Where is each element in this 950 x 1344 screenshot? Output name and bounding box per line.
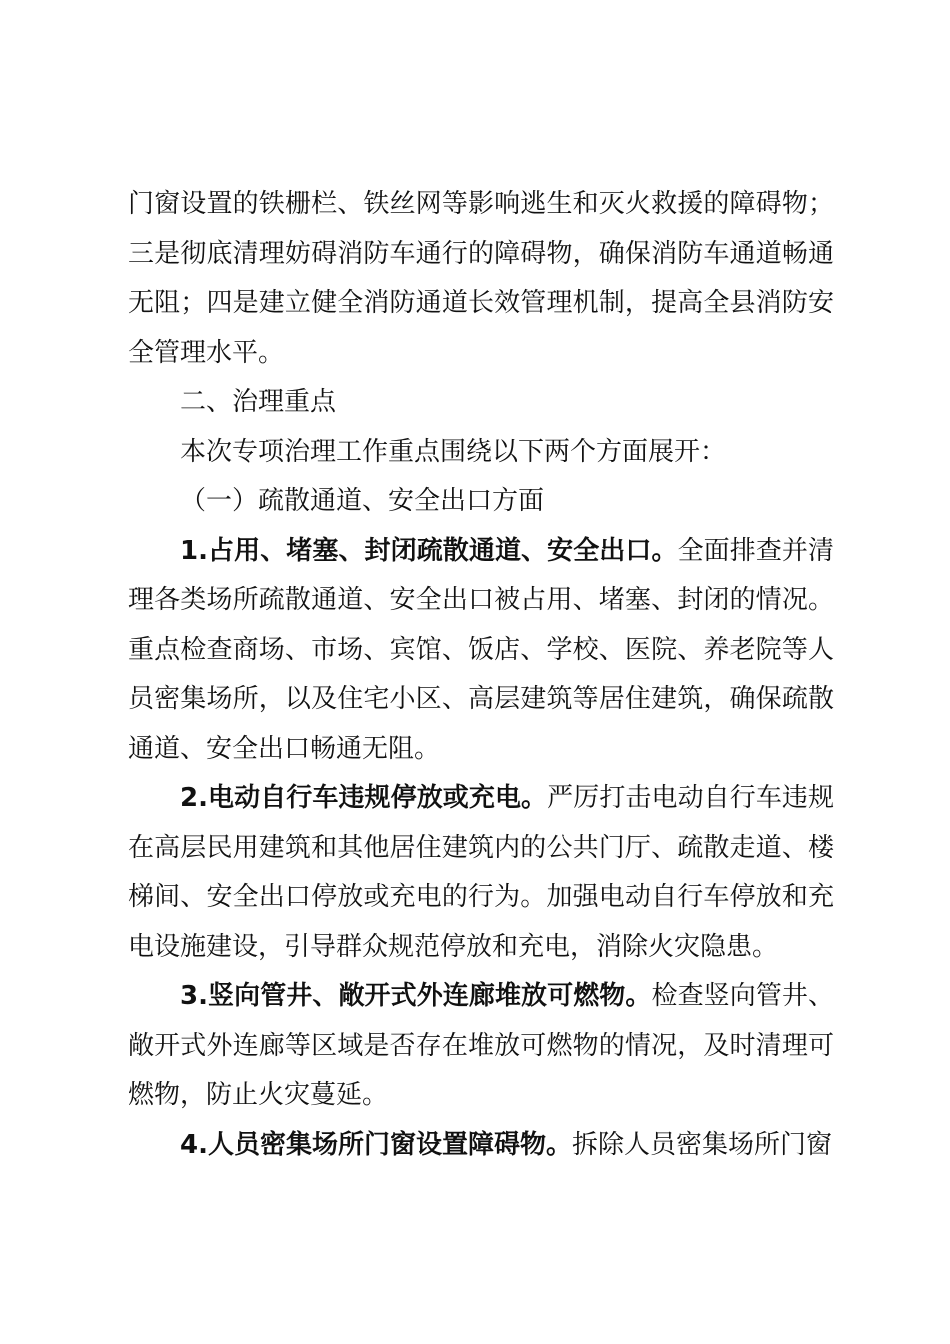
item-heading-3: 3.竖向管井、敞开式外连廊堆放可燃物。 bbox=[180, 981, 652, 1011]
subsection-heading: （一）疏散通道、安全出口方面 bbox=[180, 486, 545, 516]
item-paragraph-1 bbox=[128, 527, 834, 775]
item-body-4: 拆除人员密集场所门窗 bbox=[571, 1129, 832, 1160]
item-heading-2: 2.电动自行车违规停放或充电。 bbox=[180, 783, 548, 813]
item-heading-1: 1.占用、堵塞、封闭疏散通道、安全出口。 bbox=[180, 535, 678, 566]
paragraph-intro: 门窗设置的铁栅栏、铁丝网等影响逃生和灭火救援的障碍物；三是彻底清理妨碍消防车通行的障碍物，确保消防车通道畅通无阻；四是建立健全消防通道长效管理机制，提高全县消防安全管理水平。 bbox=[128, 189, 834, 368]
section-heading: 二、治理重点 bbox=[180, 387, 337, 417]
paragraph-overview: 本次专项治理工作重点围绕以下两个方面展开： bbox=[180, 436, 727, 467]
item-body-3: 检查竖向管井、敞开式外连廊等区域是否存在堆放可燃物的情况，及时清理可燃物，防止火灾蔓延。 bbox=[128, 981, 834, 1110]
document-page bbox=[128, 180, 834, 1170]
item-heading-4: 4.人员密集场所门窗设置障碍物。 bbox=[180, 1129, 572, 1160]
item-paragraph-4 bbox=[128, 1121, 834, 1171]
item-body-2: 严厉打击电动自行车违规在高层民用建筑和其他居住建筑内的公共门厅、疏散走道、楼梯间、安全出口停放或充电的行为。加强电动自行车停放和充电设施建设，引导群众规范停放和充电，消除火灾隐患。 bbox=[128, 783, 834, 962]
item-paragraph-3 bbox=[128, 972, 834, 1121]
item-paragraph-2 bbox=[128, 774, 834, 972]
item-body-1: 全面排查并清理各类场所疏散通道、安全出口被占用、堵塞、封闭的情况。重点检查商场、市场、宾馆、饭店、学校、医院、养老院等人员密集场所，以及住宅小区、高层建筑等居住建筑，确保疏散通道、安全出口畅通无阻。 bbox=[128, 535, 834, 764]
